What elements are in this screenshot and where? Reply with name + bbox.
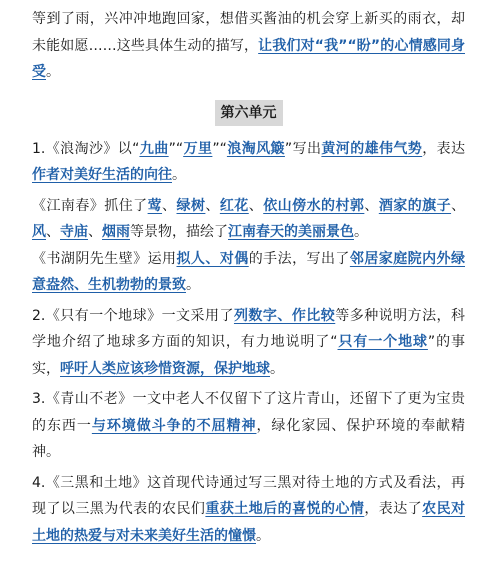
body-text: 、: [88, 224, 102, 240]
body-text: 的手法，写出了: [248, 250, 350, 267]
body-text: 、: [162, 197, 177, 214]
body-text: ，绿化家园、保护环境的奉献精神。: [32, 417, 466, 460]
highlight-text: 绿树: [176, 197, 206, 214]
highlight-text: 邻居家庭院内外绿意盎然、生机勃勃的景致: [32, 250, 466, 293]
highlight-text: 江南春天的美丽景色: [228, 224, 354, 240]
highlight-text: 红花: [219, 197, 249, 214]
body-text: 、: [46, 224, 60, 240]
body-text: 。: [172, 167, 186, 183]
highlight-text: 农民对土地的热爱与对未来美好生活的憧憬: [32, 501, 466, 544]
body-text: 。: [256, 527, 270, 544]
paragraph-p6: [32, 470, 465, 550]
paragraph-p4: [32, 303, 465, 383]
highlight-text: 呼吁人类应该珍惜资源，保护地球: [60, 360, 270, 377]
paragraph-p1: [32, 136, 465, 189]
highlight-text: 依山傍水的村郭: [263, 197, 365, 214]
highlight-text: 浪淘风簸: [226, 140, 285, 157]
body-text: ”的事实，: [32, 334, 465, 377]
body-text: ，表达: [422, 140, 466, 157]
unit-heading: [32, 100, 465, 126]
intro-end: 。: [46, 64, 60, 80]
body-text: 、: [205, 197, 220, 214]
highlight-text: 列数字、作比较: [233, 307, 336, 324]
intro-highlight: 让我们对“我”“盼”的心情感同身受: [32, 37, 465, 80]
highlight-text: 只有一个地球: [337, 334, 428, 350]
body-text: ”“: [212, 140, 227, 157]
body-text: ，表达了: [364, 501, 423, 517]
body-text: 。: [354, 224, 368, 240]
paragraph-p5: [32, 386, 465, 466]
highlight-text: 作者对美好生活的向往: [32, 167, 172, 183]
highlight-text: 九曲: [139, 140, 169, 157]
unit-heading-label: 第六单元: [215, 100, 283, 126]
paragraph-p2: [32, 193, 465, 246]
body-text: 等景物，描绘了: [130, 224, 228, 240]
highlight-text: 黄河的雄伟气势: [321, 140, 423, 157]
highlight-text: 与环境做斗争的不屈精神: [91, 417, 257, 434]
body-text: 《江南春》抓住了: [32, 197, 148, 214]
intro-text: 等到了雨，兴冲冲地跑回家，想借买酱油的机会穿上新买的雨衣，却未能如愿……这些具体生动的描写，: [32, 11, 465, 54]
highlight-text: 莺: [147, 197, 163, 214]
highlight-text: 风: [32, 224, 46, 240]
body-text: 。: [186, 277, 200, 293]
body-text: ”写出: [284, 140, 322, 157]
body-text: 、: [248, 197, 264, 214]
highlight-text: 万里: [183, 140, 213, 157]
body-text: 1.《浪淘沙》以“: [32, 140, 140, 157]
intro-paragraph: [32, 6, 465, 86]
highlight-text: 拟人、对偶: [176, 250, 249, 267]
body-text: 、: [364, 197, 379, 214]
paragraph-p3: [32, 246, 465, 299]
highlight-text: 烟雨: [102, 224, 130, 240]
body-text: 等多种说明方法，科学地介绍了地球多方面的知识，有力地说明了“: [32, 307, 466, 350]
body-text: 、: [451, 197, 466, 214]
body-text: 2.《只有一个地球》一文采用了: [32, 307, 234, 324]
highlight-text: 重获土地后的喜悦的心情: [205, 501, 365, 517]
body-text: 3.《青山不老》一文中老人不仅留下了这片青山，还留下了更为宝贵的东西一: [32, 391, 465, 434]
paragraph-list: [32, 136, 465, 550]
highlight-text: 寺庙: [60, 224, 88, 240]
body-text: 4.《三黑和土地》这首现代诗通过写三黑对待土地的方式及看法，再现了以三黑为代表的农民们: [32, 474, 465, 517]
body-text: 。: [270, 360, 284, 377]
body-text: ”“: [168, 140, 184, 157]
highlight-text: 酒家的旗子: [378, 197, 452, 214]
body-text: 《书湖阴先生壁》运用: [32, 250, 177, 267]
